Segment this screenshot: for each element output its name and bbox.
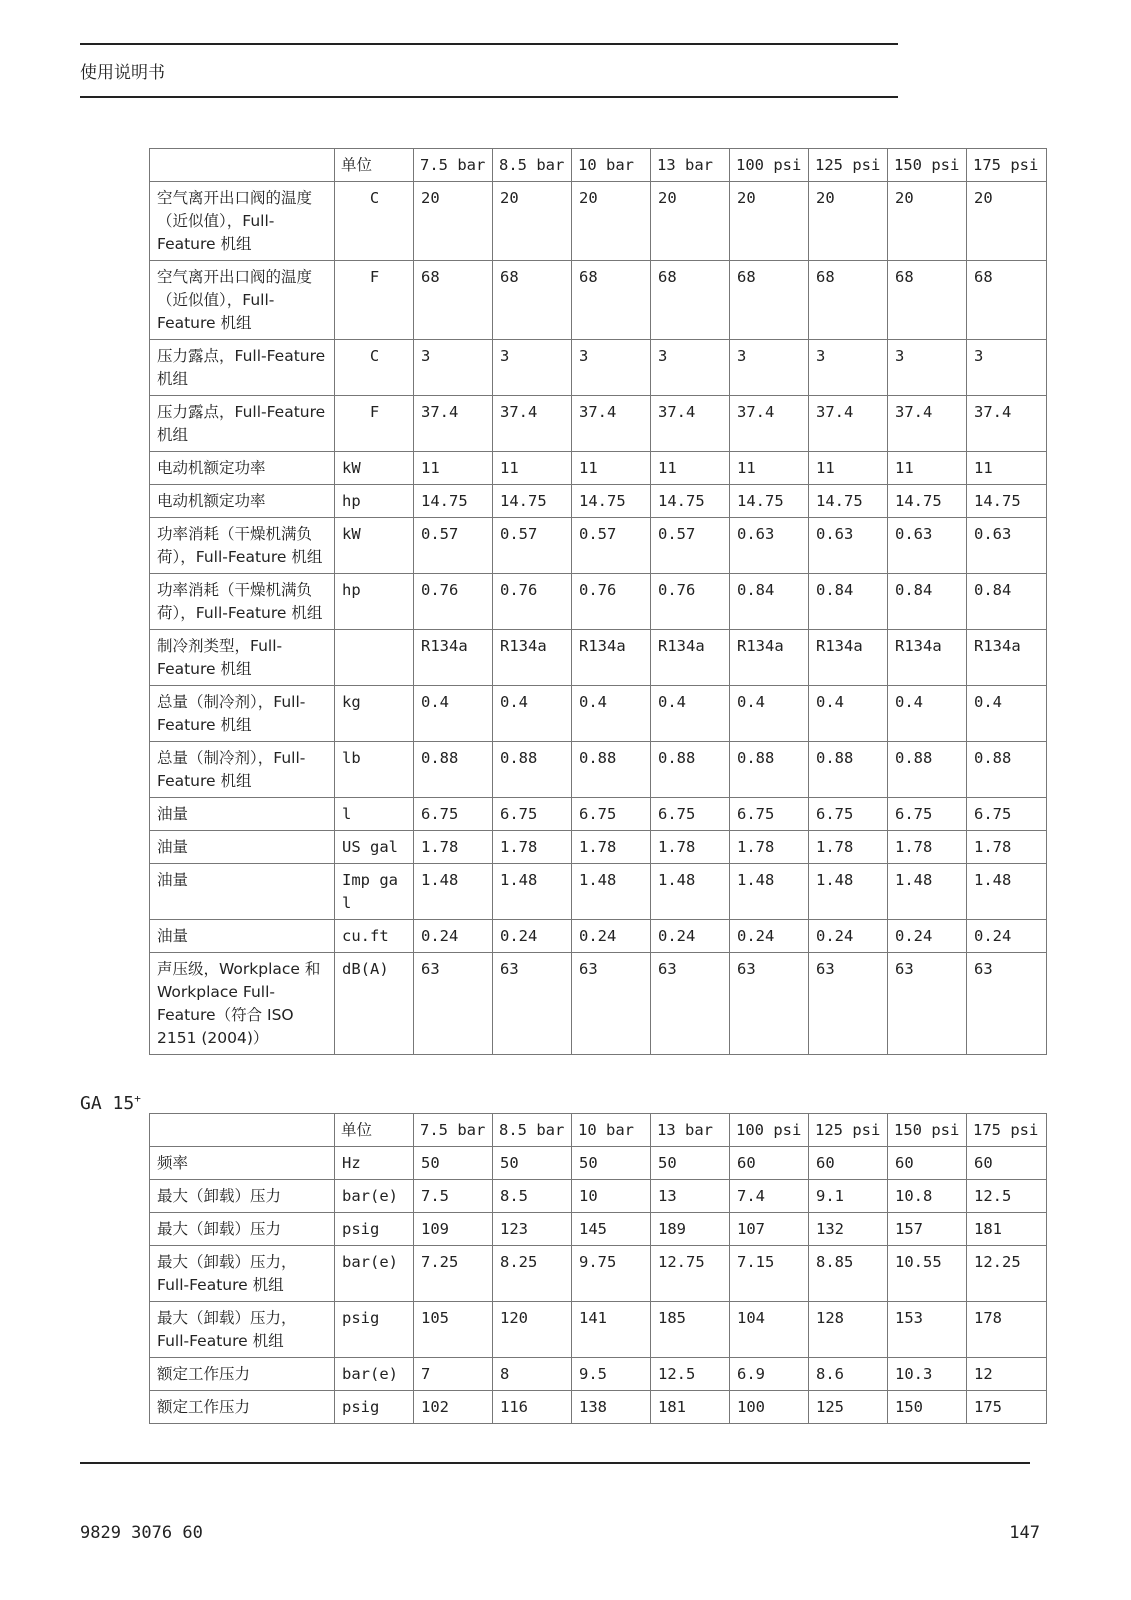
row-unit: kW: [335, 518, 414, 574]
value-cell: 63: [572, 953, 651, 1055]
header-cell-pressure: 125 psi: [809, 1114, 888, 1147]
value-cell: 181: [651, 1391, 730, 1424]
value-cell: 7.15: [730, 1246, 809, 1302]
row-label: 额定工作压力: [150, 1391, 335, 1424]
row-unit: C: [335, 182, 414, 261]
value-cell: 3: [493, 340, 572, 396]
value-cell: 0.24: [888, 920, 967, 953]
value-cell: 13: [651, 1180, 730, 1213]
header-cell-pressure: 13 bar: [651, 149, 730, 182]
value-cell: 0.4: [572, 686, 651, 742]
value-cell: 10: [572, 1180, 651, 1213]
table-row: [150, 574, 1047, 630]
table-row: [150, 1302, 1047, 1358]
value-cell: 1.48: [651, 864, 730, 920]
row-label: 总量（制冷剂），Full-Feature 机组: [150, 742, 335, 798]
value-cell: 0.24: [651, 920, 730, 953]
value-cell: 11: [651, 452, 730, 485]
value-cell: 3: [809, 340, 888, 396]
value-cell: 0.4: [967, 686, 1047, 742]
value-cell: 1.48: [572, 864, 651, 920]
row-label: 最大（卸载）压力: [150, 1213, 335, 1246]
value-cell: 14.75: [414, 485, 493, 518]
value-cell: 14.75: [730, 485, 809, 518]
value-cell: R134a: [888, 630, 967, 686]
value-cell: 0.4: [651, 686, 730, 742]
value-cell: 60: [809, 1147, 888, 1180]
table-row: [150, 1213, 1047, 1246]
value-cell: 12: [967, 1358, 1047, 1391]
value-cell: 6.75: [967, 798, 1047, 831]
value-cell: 9.1: [809, 1180, 888, 1213]
table-row: [150, 1246, 1047, 1302]
value-cell: 37.4: [967, 396, 1047, 452]
row-unit: dB(A): [335, 953, 414, 1055]
value-cell: 0.88: [414, 742, 493, 798]
value-cell: 8.25: [493, 1246, 572, 1302]
value-cell: 105: [414, 1302, 493, 1358]
table-row: [150, 831, 1047, 864]
row-unit: kg: [335, 686, 414, 742]
value-cell: 0.4: [730, 686, 809, 742]
value-cell: 104: [730, 1302, 809, 1358]
value-cell: 6.75: [888, 798, 967, 831]
value-cell: 132: [809, 1213, 888, 1246]
value-cell: 0.57: [493, 518, 572, 574]
table-row: [150, 396, 1047, 452]
value-cell: 3: [651, 340, 730, 396]
value-cell: 102: [414, 1391, 493, 1424]
header-cell-pressure: 125 psi: [809, 149, 888, 182]
value-cell: 63: [414, 953, 493, 1055]
header-cell-pressure: 8.5 bar: [493, 1114, 572, 1147]
value-cell: 0.84: [967, 574, 1047, 630]
value-cell: 0.24: [572, 920, 651, 953]
row-label: 油量: [150, 831, 335, 864]
value-cell: 14.75: [809, 485, 888, 518]
spec-table-2: [149, 1113, 1047, 1424]
row-unit: US gal: [335, 831, 414, 864]
value-cell: 60: [888, 1147, 967, 1180]
value-cell: 20: [572, 182, 651, 261]
value-cell: 37.4: [493, 396, 572, 452]
value-cell: 37.4: [572, 396, 651, 452]
value-cell: 68: [730, 261, 809, 340]
value-cell: R134a: [414, 630, 493, 686]
value-cell: 0.63: [730, 518, 809, 574]
value-cell: 1.48: [888, 864, 967, 920]
header-top-rule: [80, 43, 898, 45]
value-cell: 0.24: [493, 920, 572, 953]
table-row: [150, 953, 1047, 1055]
value-cell: 50: [651, 1147, 730, 1180]
value-cell: 63: [730, 953, 809, 1055]
header-cell-unit: 单位: [335, 149, 414, 182]
value-cell: 37.4: [651, 396, 730, 452]
value-cell: 68: [967, 261, 1047, 340]
value-cell: 68: [414, 261, 493, 340]
value-cell: 11: [572, 452, 651, 485]
value-cell: 37.4: [888, 396, 967, 452]
value-cell: 63: [809, 953, 888, 1055]
header-cell-empty: [150, 1114, 335, 1147]
value-cell: 6.75: [572, 798, 651, 831]
value-cell: 7.25: [414, 1246, 493, 1302]
table-header-row: [150, 149, 1047, 182]
table-row: [150, 920, 1047, 953]
value-cell: 1.78: [572, 831, 651, 864]
value-cell: 11: [730, 452, 809, 485]
row-unit: Imp gal: [335, 864, 414, 920]
value-cell: 145: [572, 1213, 651, 1246]
value-cell: 0.24: [730, 920, 809, 953]
value-cell: 1.48: [493, 864, 572, 920]
value-cell: 3: [888, 340, 967, 396]
value-cell: 14.75: [967, 485, 1047, 518]
value-cell: 63: [888, 953, 967, 1055]
header-cell-pressure: 8.5 bar: [493, 149, 572, 182]
value-cell: 1.48: [809, 864, 888, 920]
row-label: 最大（卸载）压力: [150, 1180, 335, 1213]
table-header-row: [150, 1114, 1047, 1147]
value-cell: 0.24: [809, 920, 888, 953]
value-cell: 60: [730, 1147, 809, 1180]
row-unit: bar(e): [335, 1358, 414, 1391]
value-cell: 0.57: [572, 518, 651, 574]
row-label: 功率消耗（干燥机满负荷），Full-Feature 机组: [150, 518, 335, 574]
value-cell: 12.5: [967, 1180, 1047, 1213]
value-cell: 68: [888, 261, 967, 340]
value-cell: 14.75: [493, 485, 572, 518]
value-cell: 50: [572, 1147, 651, 1180]
value-cell: 0.4: [888, 686, 967, 742]
value-cell: 20: [493, 182, 572, 261]
value-cell: 7: [414, 1358, 493, 1391]
value-cell: 128: [809, 1302, 888, 1358]
table-row: [150, 798, 1047, 831]
value-cell: 175: [967, 1391, 1047, 1424]
table-row: [150, 485, 1047, 518]
value-cell: 60: [967, 1147, 1047, 1180]
table-row: [150, 1391, 1047, 1424]
row-unit: lb: [335, 742, 414, 798]
value-cell: 6.9: [730, 1358, 809, 1391]
value-cell: 0.76: [493, 574, 572, 630]
value-cell: R134a: [730, 630, 809, 686]
value-cell: 63: [493, 953, 572, 1055]
value-cell: 6.75: [730, 798, 809, 831]
row-unit: C: [335, 340, 414, 396]
value-cell: 68: [493, 261, 572, 340]
value-cell: 11: [414, 452, 493, 485]
value-cell: 11: [809, 452, 888, 485]
header-cell-unit: 单位: [335, 1114, 414, 1147]
value-cell: 0.4: [809, 686, 888, 742]
value-cell: 68: [809, 261, 888, 340]
value-cell: 50: [493, 1147, 572, 1180]
value-cell: 120: [493, 1302, 572, 1358]
value-cell: 157: [888, 1213, 967, 1246]
value-cell: R134a: [809, 630, 888, 686]
value-cell: 0.88: [888, 742, 967, 798]
value-cell: 178: [967, 1302, 1047, 1358]
value-cell: 3: [414, 340, 493, 396]
row-unit: kW: [335, 452, 414, 485]
value-cell: R134a: [967, 630, 1047, 686]
table-row: [150, 261, 1047, 340]
table-row: [150, 1147, 1047, 1180]
header-cell-pressure: 150 psi: [888, 149, 967, 182]
value-cell: 0.24: [414, 920, 493, 953]
value-cell: 0.88: [730, 742, 809, 798]
header-bottom-rule: [80, 96, 898, 98]
table-row: [150, 452, 1047, 485]
value-cell: 1.48: [967, 864, 1047, 920]
value-cell: 37.4: [730, 396, 809, 452]
value-cell: 12.75: [651, 1246, 730, 1302]
value-cell: 125: [809, 1391, 888, 1424]
row-label: 压力露点，Full-Feature 机组: [150, 396, 335, 452]
value-cell: 0.88: [809, 742, 888, 798]
value-cell: 10.8: [888, 1180, 967, 1213]
value-cell: 11: [967, 452, 1047, 485]
header-cell-empty: [150, 149, 335, 182]
row-unit: psig: [335, 1391, 414, 1424]
value-cell: 138: [572, 1391, 651, 1424]
value-cell: 63: [967, 953, 1047, 1055]
document-number: 9829 3076 60: [80, 1523, 203, 1543]
value-cell: 8: [493, 1358, 572, 1391]
value-cell: 0.63: [809, 518, 888, 574]
table-row: [150, 630, 1047, 686]
value-cell: 0.4: [414, 686, 493, 742]
header-cell-pressure: 150 psi: [888, 1114, 967, 1147]
value-cell: 141: [572, 1302, 651, 1358]
value-cell: 68: [651, 261, 730, 340]
value-cell: 0.4: [493, 686, 572, 742]
value-cell: R134a: [493, 630, 572, 686]
value-cell: 0.63: [888, 518, 967, 574]
table-row: [150, 1358, 1047, 1391]
value-cell: 116: [493, 1391, 572, 1424]
value-cell: 3: [967, 340, 1047, 396]
value-cell: 3: [730, 340, 809, 396]
value-cell: 6.75: [651, 798, 730, 831]
header-cell-pressure: 175 psi: [967, 149, 1047, 182]
header-cell-pressure: 13 bar: [651, 1114, 730, 1147]
page-number: 147: [1009, 1523, 1040, 1543]
row-label: 制冷剂类型，Full-Feature 机组: [150, 630, 335, 686]
value-cell: 20: [888, 182, 967, 261]
table-row: [150, 1180, 1047, 1213]
value-cell: 6.75: [414, 798, 493, 831]
row-label: 压力露点，Full-Feature 机组: [150, 340, 335, 396]
value-cell: 8.85: [809, 1246, 888, 1302]
value-cell: 12.25: [967, 1246, 1047, 1302]
value-cell: 0.88: [572, 742, 651, 798]
row-unit: F: [335, 396, 414, 452]
table-row: [150, 518, 1047, 574]
value-cell: 0.84: [730, 574, 809, 630]
value-cell: 37.4: [414, 396, 493, 452]
value-cell: 0.84: [809, 574, 888, 630]
row-unit: bar(e): [335, 1180, 414, 1213]
row-unit: hp: [335, 485, 414, 518]
value-cell: 1.78: [651, 831, 730, 864]
value-cell: 0.88: [967, 742, 1047, 798]
value-cell: 20: [651, 182, 730, 261]
value-cell: 14.75: [572, 485, 651, 518]
row-label: 额定工作压力: [150, 1358, 335, 1391]
row-unit: bar(e): [335, 1246, 414, 1302]
row-label: 功率消耗（干燥机满负荷），Full-Feature 机组: [150, 574, 335, 630]
value-cell: 3: [572, 340, 651, 396]
value-cell: 1.78: [888, 831, 967, 864]
value-cell: 0.57: [414, 518, 493, 574]
value-cell: 0.76: [414, 574, 493, 630]
value-cell: 20: [809, 182, 888, 261]
value-cell: 9.75: [572, 1246, 651, 1302]
header-cell-pressure: 100 psi: [730, 149, 809, 182]
row-label: 油量: [150, 920, 335, 953]
value-cell: 123: [493, 1213, 572, 1246]
value-cell: 153: [888, 1302, 967, 1358]
value-cell: 20: [414, 182, 493, 261]
value-cell: 1.48: [414, 864, 493, 920]
row-unit: Hz: [335, 1147, 414, 1180]
row-label: 空气离开出口阀的温度（近似值），Full-Feature 机组: [150, 261, 335, 340]
value-cell: 1.78: [809, 831, 888, 864]
value-cell: 0.88: [493, 742, 572, 798]
value-cell: 185: [651, 1302, 730, 1358]
row-unit: psig: [335, 1302, 414, 1358]
table-row: [150, 742, 1047, 798]
value-cell: 11: [493, 452, 572, 485]
value-cell: 0.76: [651, 574, 730, 630]
row-unit: psig: [335, 1213, 414, 1246]
row-label: 最大（卸载）压力，Full-Feature 机组: [150, 1246, 335, 1302]
value-cell: 37.4: [809, 396, 888, 452]
value-cell: 189: [651, 1213, 730, 1246]
value-cell: 107: [730, 1213, 809, 1246]
value-cell: 9.5: [572, 1358, 651, 1391]
row-label: 最大（卸载）压力，Full-Feature 机组: [150, 1302, 335, 1358]
value-cell: 14.75: [651, 485, 730, 518]
row-label: 总量（制冷剂），Full-Feature 机组: [150, 686, 335, 742]
value-cell: 100: [730, 1391, 809, 1424]
row-label: 频率: [150, 1147, 335, 1180]
value-cell: 12.5: [651, 1358, 730, 1391]
footer-rule: [80, 1462, 1030, 1464]
table-row: [150, 340, 1047, 396]
value-cell: 50: [414, 1147, 493, 1180]
row-unit: l: [335, 798, 414, 831]
value-cell: 6.75: [493, 798, 572, 831]
spec-table-1: [149, 148, 1047, 1055]
value-cell: 0.76: [572, 574, 651, 630]
value-cell: 20: [730, 182, 809, 261]
header-cell-pressure: 10 bar: [572, 1114, 651, 1147]
row-unit: cu.ft: [335, 920, 414, 953]
value-cell: 1.78: [730, 831, 809, 864]
header-cell-pressure: 7.5 bar: [414, 1114, 493, 1147]
value-cell: 7.5: [414, 1180, 493, 1213]
value-cell: 8.5: [493, 1180, 572, 1213]
table-row: [150, 864, 1047, 920]
page-header-title: 使用说明书: [80, 63, 165, 83]
value-cell: R134a: [572, 630, 651, 686]
value-cell: 150: [888, 1391, 967, 1424]
row-label: 空气离开出口阀的温度（近似值），Full-Feature 机组: [150, 182, 335, 261]
header-cell-pressure: 175 psi: [967, 1114, 1047, 1147]
row-label: 声压级，Workplace 和 Workplace Full-Feature（符合 ISO 2151 (2004)）: [150, 953, 335, 1055]
value-cell: 7.4: [730, 1180, 809, 1213]
value-cell: 0.88: [651, 742, 730, 798]
value-cell: 10.3: [888, 1358, 967, 1391]
row-label: 电动机额定功率: [150, 452, 335, 485]
value-cell: 14.75: [888, 485, 967, 518]
row-label: 油量: [150, 864, 335, 920]
value-cell: 1.78: [967, 831, 1047, 864]
table-row: [150, 182, 1047, 261]
value-cell: 1.78: [493, 831, 572, 864]
value-cell: 11: [888, 452, 967, 485]
header-cell-pressure: 10 bar: [572, 149, 651, 182]
row-label: 电动机额定功率: [150, 485, 335, 518]
section-title: GA 15+: [80, 1092, 141, 1114]
value-cell: 8.6: [809, 1358, 888, 1391]
table-row: [150, 686, 1047, 742]
value-cell: 181: [967, 1213, 1047, 1246]
value-cell: 1.48: [730, 864, 809, 920]
row-unit: [335, 630, 414, 686]
header-cell-pressure: 7.5 bar: [414, 149, 493, 182]
value-cell: 0.57: [651, 518, 730, 574]
value-cell: 0.63: [967, 518, 1047, 574]
header-cell-pressure: 100 psi: [730, 1114, 809, 1147]
value-cell: 68: [572, 261, 651, 340]
row-unit: hp: [335, 574, 414, 630]
row-unit: F: [335, 261, 414, 340]
value-cell: 20: [967, 182, 1047, 261]
value-cell: 109: [414, 1213, 493, 1246]
value-cell: 1.78: [414, 831, 493, 864]
value-cell: 10.55: [888, 1246, 967, 1302]
value-cell: R134a: [651, 630, 730, 686]
value-cell: 6.75: [809, 798, 888, 831]
value-cell: 0.84: [888, 574, 967, 630]
value-cell: 63: [651, 953, 730, 1055]
row-label: 油量: [150, 798, 335, 831]
value-cell: 0.24: [967, 920, 1047, 953]
